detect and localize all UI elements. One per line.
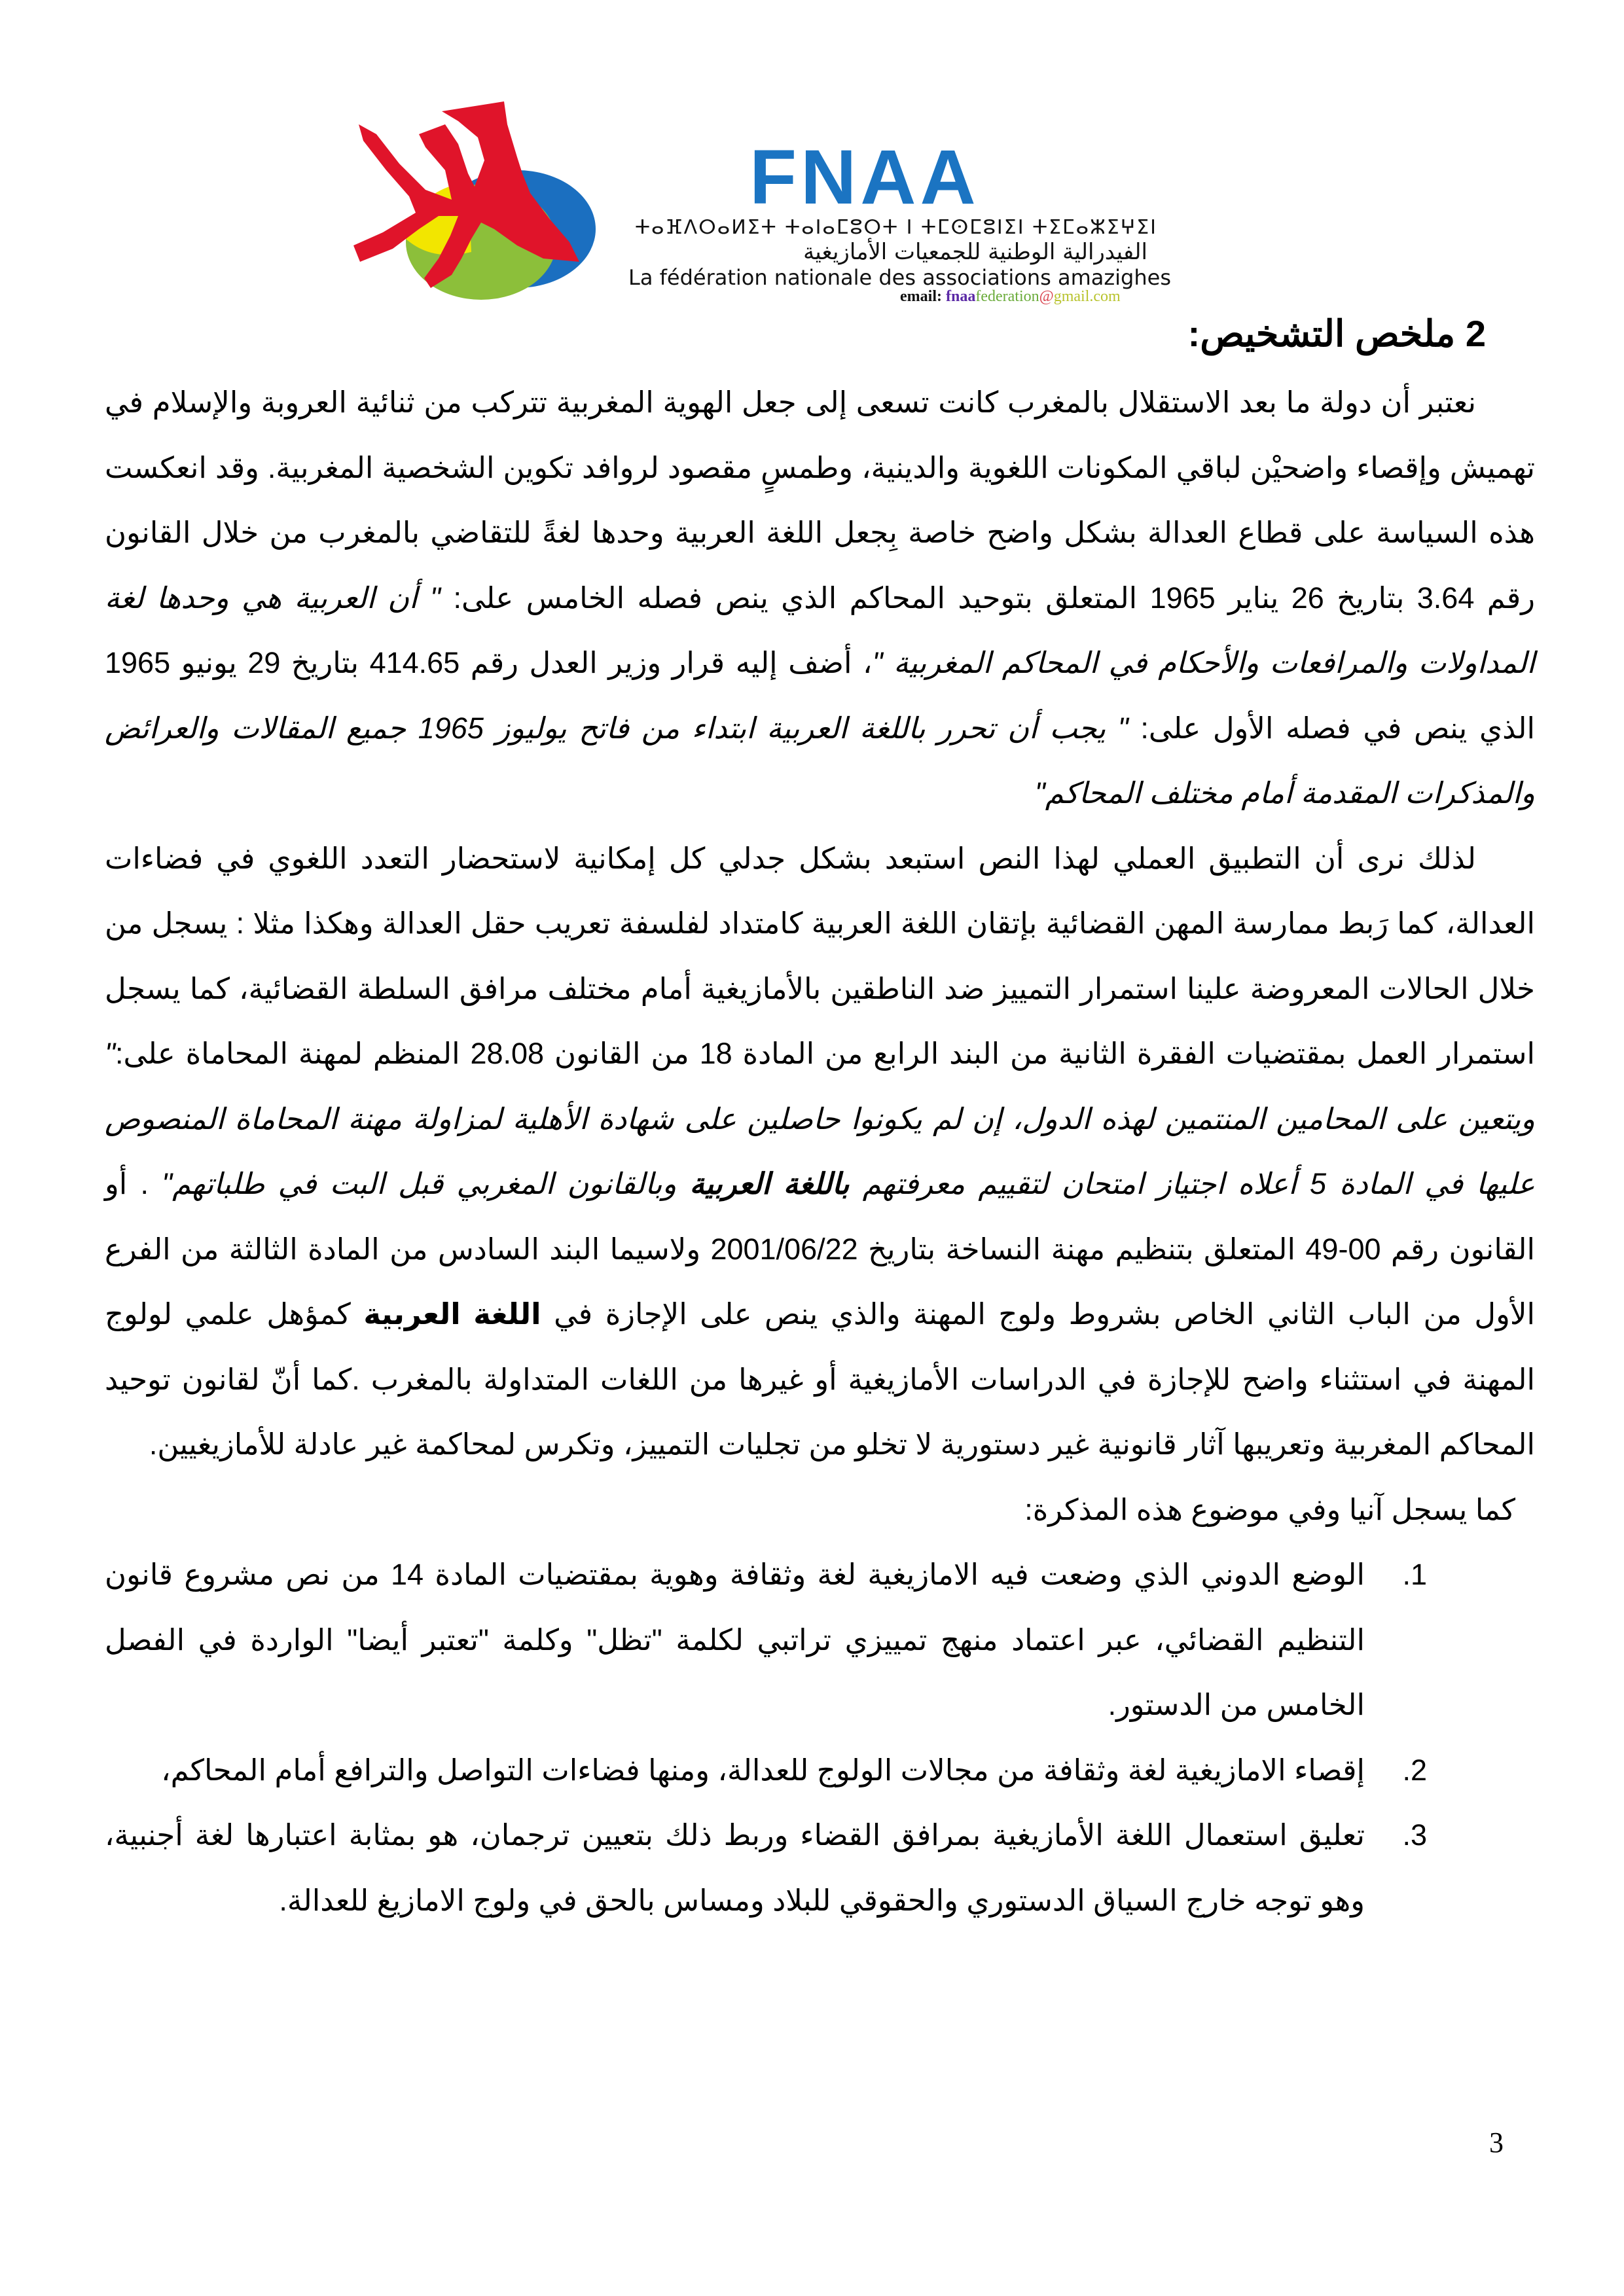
- paragraph2-quote-b: وبالقانون المغربي قبل البت في طلباتهم": [162, 1167, 690, 1200]
- paragraph2-text-b: . أو القانون رقم 00-49 المتعلق بتنظيم مهنة النساخة بتاريخ 2001/06/22 ولاسيما البند السادس من المادة الثالثة من الفرع الأول من الباب الثاني الخاص بشروط ولوج المهنة والذي ينص على الإجازة في: [105, 1167, 1536, 1331]
- paragraph1-quote-decree-414-65: " يجب أن تحرر باللغة العربية ابتداء من فاتح يوليوز 1965 جميع المقالات والعرائض والمذكرات المقدمة أمام مختلف المحاكم": [105, 711, 1535, 810]
- fnaa-emblem-icon: [353, 98, 628, 314]
- email-part-federation: federation: [975, 288, 1039, 305]
- paragraph2-bold-term: اللغة العربية: [363, 1297, 541, 1331]
- paragraph-analysis: [105, 826, 1535, 1477]
- paragraph2-quote-a: " ويتعين على المحامين المنتمين لهذه الدول، إن لم يكونوا حاصلين على شهادة الأهلية لمزاولة مهنة المحاماة المنصوص عليها في المادة 5 أعلاه اجتياز امتحان لتقييم معرفتهم: [105, 1037, 1535, 1200]
- list-intro: كما يسجل آنيا وفي موضوع هذه المذكرة:: [1024, 1492, 1515, 1526]
- list-item-number: 1.: [1402, 1558, 1427, 1591]
- list-item-text: إقصاء الامازيغية لغة وثقافة من مجالات الولوج للعدالة، ومنها فضاءات التواصل والترافع أمام المحاكم،: [161, 1753, 1365, 1787]
- paragraph-context: [105, 370, 1535, 826]
- list-item: [105, 1803, 1535, 1933]
- email-part-at: @: [1039, 288, 1054, 305]
- paragraph2-text-c: كمؤهل علمي لولوج المهنة في استثناء واضح للإجازة في الدراسات الأمازيغية أو غيرها من اللغات المتداولة بالمغرب .كما أنّ لقانون توحيد المحاكم المغربية وتعريبها آثار قانونية غير دستورية لا تخلو من تجليات التمييز، وتكرس لمحاكمة غير عادلة للأمازيغيين.: [105, 1297, 1535, 1461]
- tifinagh-org-name: ⵜⴰⴼⴷⵔⴰⵍⵉⵜ ⵜⴰⵏⴰⵎⵓⵔⵜ ⵏ ⵜⵎⵙⵎⵓⵏⵉⵏ ⵜⵉⵎⴰⵣⵉⵖⵉⵏ: [635, 216, 1158, 239]
- list-item-text: الوضع الدوني الذي وضعت فيه الامازيغية لغة وثقافة وهوية بمقتضيات المادة 14 من نص مشروع قانون التنظيم القضائي، عبر اعتماد منهج تمييزي تراتبي لكلمة "تظل" وكلمة "تعتبر أيضا" الواردة في الفصل الخامس من الدستور.: [105, 1558, 1365, 1721]
- paragraph1-quote-law-3-64: " أن العربية هي وحدها لغة المداولات والمرافعات والأحكام في المحاكم المغربية ": [105, 581, 1535, 679]
- page-number: 3: [1489, 2126, 1504, 2159]
- brand-wordmark: FNAA: [749, 134, 980, 221]
- fnaa-logo-header: [353, 98, 1335, 308]
- email-part-domain: gmail.com: [1053, 288, 1121, 305]
- list-item: [105, 1542, 1535, 1738]
- list-item-number: 2.: [1402, 1753, 1427, 1787]
- email-label: email:: [900, 288, 942, 305]
- findings-list: [105, 1542, 1535, 1933]
- document-body: [105, 298, 1535, 1933]
- arabic-org-name: الفيدرالية الوطنية للجمعيات الأمازيغية: [803, 239, 1147, 265]
- paragraph1-text-a: نعتبر أن دولة ما بعد الاستقلال بالمغرب كانت تسعى إلى جعل الهوية المغربية تتركب من ثنائية العروبة والإسلام في تهميش وإقصاء واضحيْن لباقي المكونات اللغوية والدينية، وطمسٍ مقصود لروافد تكوين الشخصية المغربية. وقد انعكست هذه السياسة على قطاع العدالة بشكل واضح خاصة بِجعل اللغة العربية وحدها لغةً للتقاضي بالمغرب من خلال القانون رقم 3.64 بتاريخ 26 يناير 1965 المتعلق بتوحيد المحاكم الذي ينص فصله الخامس على:: [105, 386, 1535, 615]
- paragraph2-quote-bold: باللغة العربية: [689, 1167, 850, 1200]
- email-part-fnaa: fnaa: [945, 288, 976, 305]
- paragraph2-text-a: لذلك نرى أن التطبيق العملي لهذا النص استبعد بشكل جدلي كل إمكانية لاستحضار التعدد اللغوي في فضاءات العدالة، كما رَبط ممارسة المهن القضائية بإتقان اللغة العربية كامتداد لفلسفة تعريب حقل العدالة وهكذا مثلا : يسجل من خلال الحالات المعروضة علينا استمرار التمييز ضد الناطقين بالأمازيغية أمام مختلف مرافق السلطة القضائية، كما يسجل استمرار العمل بمقتضيات الفقرة الثانية من البند الرابع من المادة 18 من القانون 28.08 المنظم لمهنة المحاماة على:: [105, 841, 1536, 1070]
- section-title: ملخص التشخيص:: [1187, 313, 1456, 354]
- list-item-text: تعليق استعمال اللغة الأمازيغية بمرافق القضاء وربط ذلك بتعيين ترجمان، هو بمثابة اعتبارها لغة أجنبية، وهو توجه خارج السياق الدستوري والحقوقي للبلاد ومساس بالحق في ولوج الامازيغ للعدالة.: [105, 1818, 1365, 1917]
- list-item-number: 3.: [1402, 1818, 1427, 1852]
- section-number: 2: [1465, 313, 1486, 354]
- paragraph1-text-b: ، أضف إليه قرار وزير العدل رقم 414.65 بتاريخ 29 يونيو 1965 الذي ينص في فصله الأول على:: [105, 646, 1535, 745]
- list-item: [105, 1738, 1535, 1803]
- section-heading: [105, 298, 1535, 370]
- french-org-name: La fédération nationale des associations amazighes: [628, 265, 1171, 290]
